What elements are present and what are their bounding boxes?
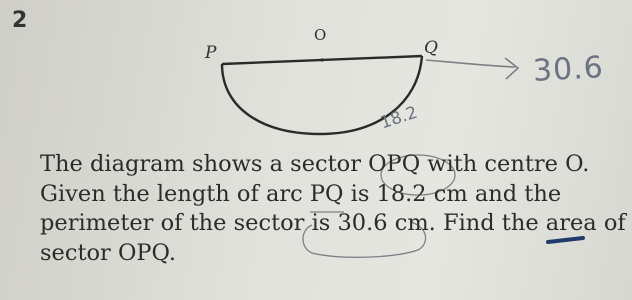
question-line: The diagram shows a sector OPQ with centre O. [40, 151, 590, 177]
pencil-arrow-head [505, 58, 518, 79]
label-q: Q [424, 38, 438, 58]
handwritten-note-arc: 18.2 [377, 102, 421, 134]
label-p: P [205, 43, 217, 63]
question-line: Given the length of arc PQ is 18.2 cm and the [40, 180, 562, 207]
pencil-arrow [426, 60, 515, 67]
question-line: perimeter of the sector is 30.6 cm. Find the area of [40, 210, 626, 236]
question-number: 2 [12, 8, 28, 33]
handwritten-note-perimeter: 30.6 [532, 50, 605, 89]
centre-dot [320, 58, 323, 61]
question-text [40, 150, 630, 268]
label-o: O [314, 26, 327, 44]
question-line: sector OPQ. [40, 239, 177, 266]
